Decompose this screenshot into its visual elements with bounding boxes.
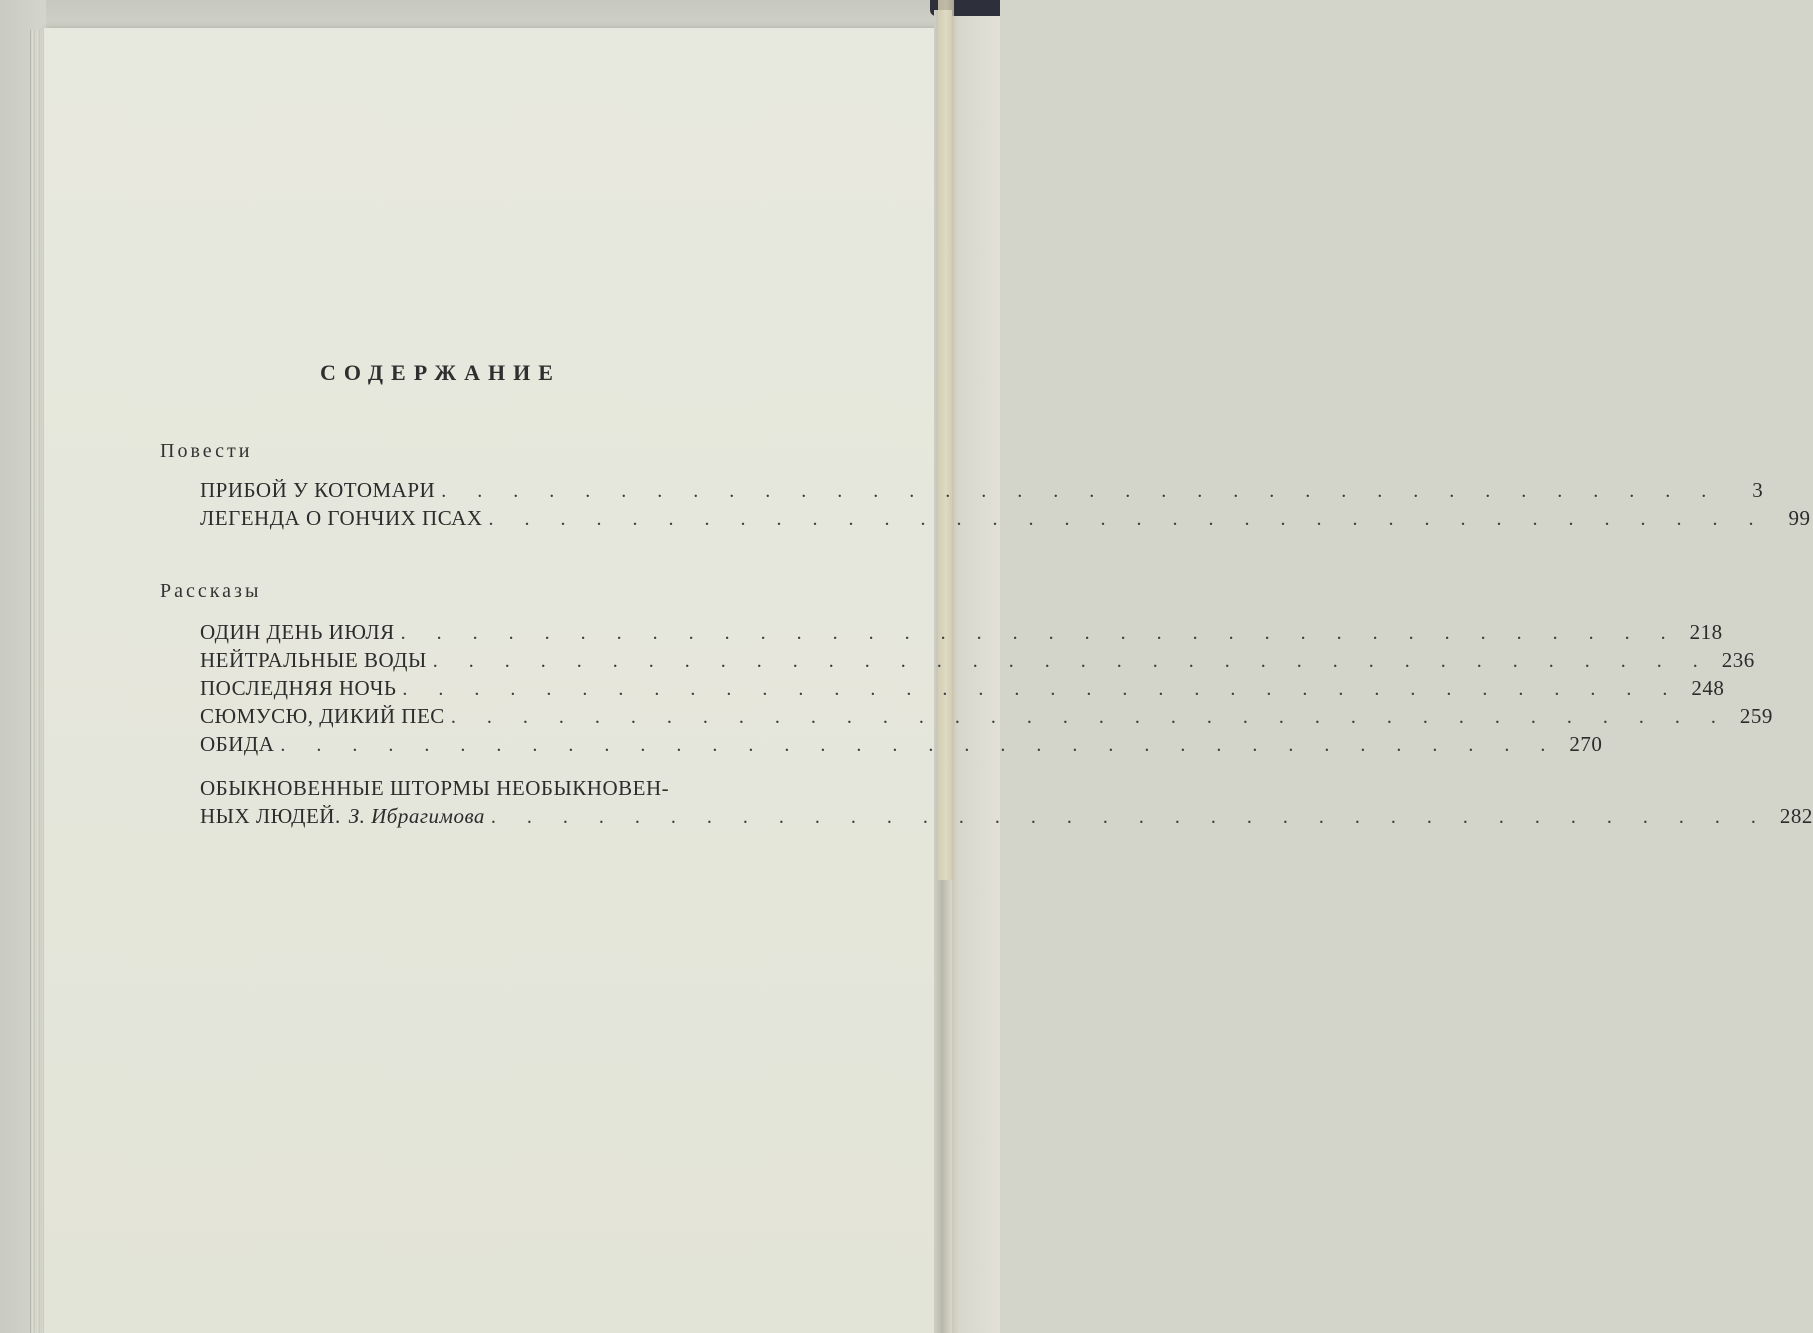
toc-entry bbox=[200, 732, 1603, 760]
toc-list-povesti bbox=[200, 478, 1811, 534]
toc-entry-title: НЕЙТРАЛЬНЫЕ ВОДЫ bbox=[200, 648, 427, 672]
afterword-author: З. Ибрагимова bbox=[348, 804, 485, 828]
toc-entry-title: ЛЕГЕНДА О ГОНЧИХ ПСАХ bbox=[200, 506, 483, 530]
toc-entry-page: 248 bbox=[1691, 676, 1725, 700]
toc-entry-page: 99 bbox=[1788, 506, 1811, 530]
dot-leader: . . . . . . . . . . . . . . . . . . . . . . . . . . . . . . . . . . . . bbox=[450, 706, 1729, 728]
toc-entry-page: 218 bbox=[1689, 620, 1723, 644]
dot-leader: . . . . . . . . . . . . . . . . . . . . . . . . . . . . . . . . . . . . bbox=[488, 508, 1767, 530]
contents-heading: СОДЕРЖАНИЕ bbox=[320, 360, 561, 385]
toc-entry-title: ПРИБОЙ У КОТОМАРИ bbox=[200, 478, 436, 502]
toc-entry-title: ОБИДА bbox=[200, 732, 275, 756]
toc-entry-page: 236 bbox=[1721, 648, 1755, 672]
toc-entry-page: 259 bbox=[1739, 704, 1773, 728]
toc-entry-title: ПОСЛЕДНЯЯ НОЧЬ bbox=[200, 676, 397, 700]
toc-entry-title: ОДИН ДЕНЬ ИЮЛЯ bbox=[200, 620, 395, 644]
afterword-page: 282 bbox=[1779, 804, 1813, 828]
toc-entry bbox=[200, 478, 1764, 506]
toc-entry bbox=[200, 620, 1723, 648]
afterword-line2 bbox=[200, 804, 1813, 832]
toc-entry bbox=[200, 648, 1755, 676]
toc-entry-afterword bbox=[200, 776, 1813, 832]
afterword-title-line1: ОБЫКНОВЕННЫЕ ШТОРМЫ НЕОБЫКНОВЕН- bbox=[200, 776, 670, 800]
toc-list-rasskazy bbox=[200, 620, 1773, 760]
toc-entry bbox=[200, 704, 1773, 732]
dot-leader: . . . . . . . . . . . . . . . . . . . . . . . . . . . . . . . . . . . . bbox=[280, 734, 1559, 756]
dot-leader: . . . . . . . . . . . . . . . . . . . . . . . . . . . . . . . . . . . . bbox=[490, 806, 1769, 828]
toc-entry-page: 3 bbox=[1752, 478, 1764, 502]
dot-leader: . . . . . . . . . . . . . . . . . . . . . . . . . . . . . . . . . . . . bbox=[432, 650, 1711, 672]
toc-entry-page: 270 bbox=[1569, 732, 1603, 756]
dot-leader: . . . . . . . . . . . . . . . . . . . . . . . . . . . . . . . . . . . . bbox=[441, 480, 1720, 502]
dot-leader: . . . . . . . . . . . . . . . . . . . . . . . . . . . . . . . . . . . . bbox=[400, 622, 1679, 644]
dot-leader: . . . . . . . . . . . . . . . . . . . . . . . . . . . . . . . . . . . . bbox=[402, 678, 1681, 700]
section-label-povesti: Повести bbox=[160, 440, 253, 462]
section-label-rasskazy: Рассказы bbox=[160, 580, 262, 602]
toc-entry-title: СЮМУСЮ, ДИКИЙ ПЕС bbox=[200, 704, 445, 728]
toc-entry bbox=[200, 506, 1811, 534]
toc-entry bbox=[200, 676, 1725, 704]
afterword-title-line2: НЫХ ЛЮДЕЙ. bbox=[200, 804, 341, 828]
